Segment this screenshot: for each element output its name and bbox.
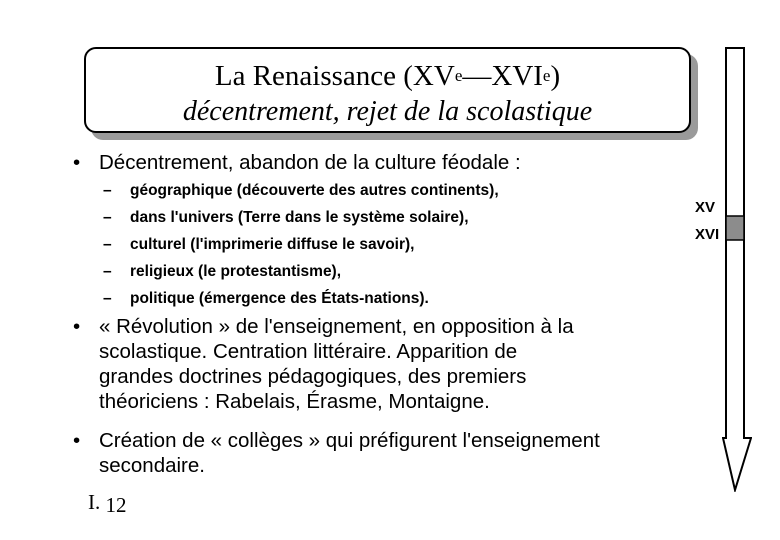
dash-marker: – — [103, 236, 112, 253]
bullet-marker: • — [73, 429, 81, 452]
bullet-line: « Révolution » de l'enseignement, en opposition à la — [99, 315, 574, 338]
list-item-text: religieux (le protestantisme), — [130, 263, 342, 280]
list-item-text: culturel (l'imprimerie diffuse le savoir), — [130, 236, 415, 253]
slide-subtitle: décentrement, rejet de la scolastique — [182, 96, 593, 127]
page-number — [88, 490, 127, 515]
century-label-xvi: XVI — [695, 226, 720, 243]
dash-marker: – — [103, 290, 112, 307]
bullet-text — [99, 314, 574, 414]
list-item-text: dans l'univers (Terre dans le système solaire), — [130, 209, 469, 226]
bullet-marker: • — [73, 151, 81, 174]
title-text-prefix: La Renaissance (XV — [214, 60, 455, 92]
dash-marker: – — [103, 209, 112, 226]
page-number-value: 12 — [105, 493, 127, 517]
timeline-arrow-shape — [723, 48, 751, 490]
century-label-xv: XV — [695, 199, 716, 216]
title-superscript-2: e — [542, 66, 551, 85]
timeline-highlight-xvi — [726, 216, 744, 240]
bullet-text — [99, 428, 600, 478]
dash-marker: – — [103, 182, 112, 199]
title-text-close: ) — [550, 60, 561, 92]
title-superscript-1: e — [454, 66, 463, 85]
bullet-marker: • — [73, 315, 81, 338]
list-item-text: géographique (découverte des autres continents), — [130, 182, 499, 199]
bullet-line: théoriciens : Rabelais, Érasme, Montaigne. — [99, 390, 490, 413]
page-number-prefix: I. — [88, 490, 101, 514]
bullet-text: Décentrement, abandon de la culture féodale : — [99, 151, 521, 174]
bullet-line: scolastique. Centration littéraire. Apparition de — [99, 340, 518, 363]
bullet-line: secondaire. — [99, 454, 205, 477]
slide-title — [86, 59, 689, 93]
title-box — [84, 47, 691, 133]
bullet-line: grandes doctrines pédagogiques, des premiers — [99, 365, 527, 388]
title-text-xvi: —XVI — [462, 60, 543, 92]
bullet-line: Création de « collèges » qui préfigurent l'enseignement — [99, 429, 600, 452]
timeline-arrow — [722, 46, 752, 492]
list-item-text: politique (émergence des États-nations). — [130, 290, 429, 307]
dash-marker: – — [103, 263, 112, 280]
